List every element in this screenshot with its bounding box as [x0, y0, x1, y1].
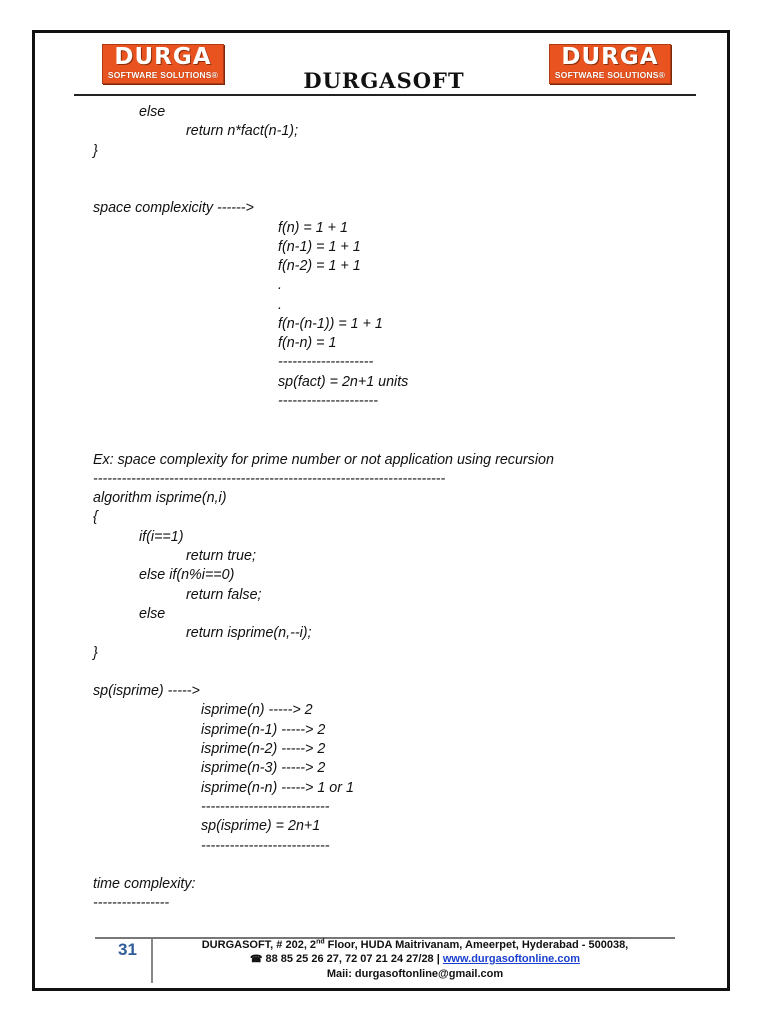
separator-line: --------------------: [278, 354, 374, 370]
code-line: sp(isprime) = 2n+1: [201, 818, 321, 834]
code-line: else if(n%i==0): [139, 567, 235, 583]
code-line: f(n-n) = 1: [278, 335, 337, 351]
section-heading: time complexity:: [93, 876, 196, 892]
telephone-icon: ☎: [250, 954, 263, 965]
logo-right-tagline: SOFTWARE SOLUTIONS®: [554, 70, 666, 80]
code-line: }: [93, 143, 98, 159]
logo-left-wordmark: DURGA: [114, 44, 212, 70]
code-line: return false;: [186, 587, 262, 603]
logo-right-wordmark: DURGA: [561, 44, 659, 70]
separator-line: ----------------: [93, 895, 170, 911]
code-line: algorithm isprime(n,i): [93, 490, 227, 506]
code-line: isprime(n-3) -----> 2: [201, 760, 326, 776]
section-heading: Ex: space complexity for prime number or not application using recursion: [93, 452, 554, 468]
code-line: if(i==1): [139, 529, 184, 545]
brand-title: DURGASOFT: [303, 68, 465, 93]
footer-phone-line: [156, 952, 674, 967]
code-line: return n*fact(n-1);: [186, 123, 299, 139]
code-line: isprime(n-1) -----> 2: [201, 722, 326, 738]
section-heading: space complexicity ------>: [93, 200, 254, 216]
footer-contact: [156, 938, 674, 981]
page-number: 31: [118, 940, 137, 959]
address-superscript: nd: [316, 938, 325, 946]
code-line: isprime(n) -----> 2: [201, 702, 313, 718]
code-line: return true;: [186, 548, 256, 564]
code-line: f(n-1) = 1 + 1: [278, 239, 361, 255]
code-line: isprime(n-2) -----> 2: [201, 741, 326, 757]
code-line: sp(fact) = 2n+1 units: [278, 374, 409, 390]
code-line: .: [278, 297, 282, 313]
page-number-divider: [151, 939, 153, 983]
phone-numbers: 88 85 25 26 27, 72 07 21 24 27/28 |: [265, 953, 443, 965]
logo-left-tagline: SOFTWARE SOLUTIONS®: [107, 70, 219, 80]
code-line: .: [278, 277, 282, 293]
address-text-rest: Floor, HUDA Maitrivanam, Ameerpet, Hyderabad - 500038,: [324, 939, 629, 951]
code-line: {: [93, 509, 98, 525]
separator-line: --------------------------------------------------------------------------: [93, 471, 446, 487]
separator-line: ---------------------------: [201, 838, 330, 854]
code-line: f(n-2) = 1 + 1: [278, 258, 361, 274]
footer-address: [156, 938, 674, 952]
section-heading: sp(isprime) ----->: [93, 683, 200, 699]
separator-line: ---------------------: [278, 393, 378, 409]
code-line: f(n) = 1 + 1: [278, 220, 348, 236]
separator-line: ---------------------------: [201, 799, 330, 815]
code-line: else: [139, 606, 166, 622]
code-line: f(n-(n-1)) = 1 + 1: [278, 316, 383, 332]
footer-mail: Maii: durgasoftonline@gmail.com: [326, 968, 504, 980]
code-line: else: [139, 104, 166, 120]
code-line: isprime(n-n) -----> 1 or 1: [201, 780, 354, 796]
website-link[interactable]: www.durgasoftonline.com: [442, 953, 580, 965]
code-line: }: [93, 645, 98, 661]
code-line: return isprime(n,--i);: [186, 625, 312, 641]
address-text: DURGASOFT, # 202, 2: [201, 939, 317, 951]
